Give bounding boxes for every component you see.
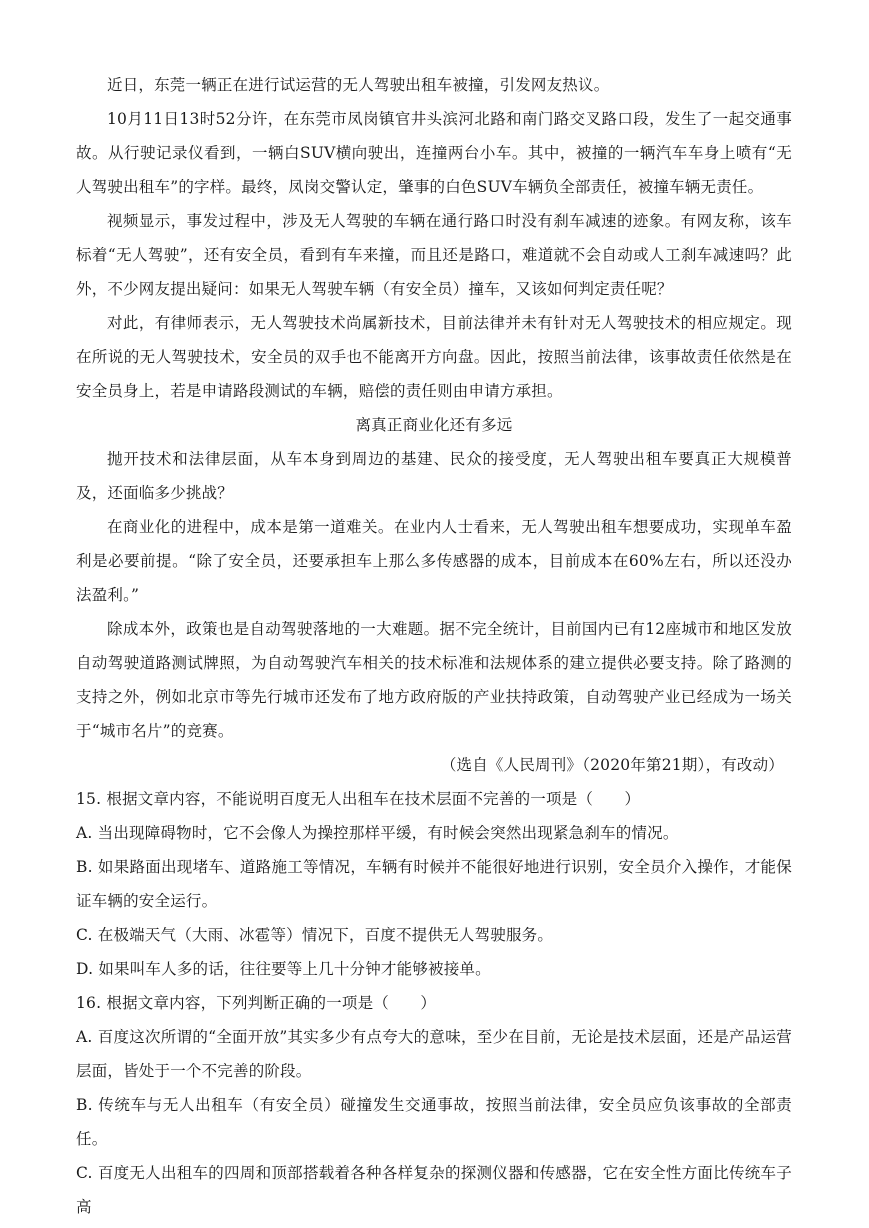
option-a: A. 百度这次所谓的“全面开放”其实多少有点夸大的意味，至少在目前，无论是技术层面，还是产品运营层面，皆处于一个不完善的阶段。 bbox=[76, 1028, 792, 1080]
section-paragraph-2: 在商业化的进程中，成本是第一道难关。在业内人士看来，无人驾驶出租车想要成功，实现单车盈利是必要前提。“除了安全员，还要承担车上那么多传感器的成本，目前成本在60%左右，所以还没办法盈利。” bbox=[76, 518, 792, 604]
question-15 bbox=[76, 782, 792, 986]
section-paragraph-3: 除成本外，政策也是自动驾驶落地的一大难题。据不完全统计，目前国内已有12座城市和地区发放自动驾驶道路测试牌照，为自动驾驶汽车相关的技术标准和法规体系的建立提供必要支持。除了路测的支持之外，例如北京市等先行城市还发布了地方政府版的产业扶持政策，自动驾驶产业已经成为一场关于“城市名片”的竞赛。 bbox=[76, 620, 792, 740]
option-a: A. 当出现障碍物时，它不会像人为操控那样平缓，有时候会突然出现紧急刹车的情况。 bbox=[76, 824, 679, 842]
option-b: B. 传统车与无人出租车（有安全员）碰撞发生交通事故，按照当前法律，安全员应负该事故的全部责任。 bbox=[76, 1096, 792, 1148]
option-c: C. 百度无人出租车的四周和顶部搭载着各种各样复杂的探测仪器和传感器，它在安全性方面比传统车子高 bbox=[76, 1164, 792, 1216]
question-16 bbox=[76, 986, 792, 1224]
option-d: D. 如果叫车人多的话，往往要等上几十分钟才能够被接单。 bbox=[76, 960, 491, 978]
option-c: C. 在极端天气（大雨、冰雹等）情况下，百度不提供无人驾驶服务。 bbox=[76, 926, 554, 944]
document-page bbox=[76, 68, 792, 1224]
option-b: B. 如果路面出现堵车、道路施工等情况，车辆有时候并不能很好地进行识别，安全员介入操作，才能保证车辆的安全运行。 bbox=[76, 858, 792, 910]
article-paragraph-2: 10月11日13时52分许，在东莞市凤岗镇官井头滨河北路和南门路交叉路口段，发生了一起交通事故。从行驶记录仪看到，一辆白SUV横向驶出，连撞两台小车。其中，被撞的一辆汽车车身上喷有“无人驾驶出租车”的字样。最终，凤岗交警认定，肇事的白色SUV车辆负全部责任，被撞车辆无责任。 bbox=[76, 110, 792, 196]
article-paragraph-1: 近日，东莞一辆正在进行试运营的无人驾驶出租车被撞，引发网友热议。 bbox=[107, 76, 610, 94]
section-paragraph-1: 抛开技术和法律层面，从车本身到周边的基建、民众的接受度，无人驾驶出租车要真正大规模普及，还面临多少挑战？ bbox=[76, 450, 792, 502]
article-paragraph-3: 视频显示，事发过程中，涉及无人驾驶的车辆在通行路口时没有刹车减速的迹象。有网友称，该车标着“无人驾驶”，还有安全员，看到有车来撞，而且还是路口，难道就不会自动或人工刹车减速吗？此外，不少网友提出疑问：如果无人驾驶车辆（有安全员）撞车，又该如何判定责任呢？ bbox=[76, 212, 792, 298]
article-source: （选自《人民周刊》（2020年第21期），有改动） bbox=[440, 756, 784, 774]
question-stem: 15. 根据文章内容，不能说明百度无人出租车在技术层面不完善的一项是（ ） bbox=[76, 790, 641, 808]
section-heading: 离真正商业化还有多远 bbox=[355, 416, 513, 434]
question-stem: 16. 根据文章内容，下列判断正确的一项是（ ） bbox=[76, 994, 437, 1012]
article-paragraph-4: 对此，有律师表示，无人驾驶技术尚属新技术，目前法律并未有针对无人驾驶技术的相应规定。现在所说的无人驾驶技术，安全员的双手也不能离开方向盘。因此，按照当前法律，该事故责任依然是在安全员身上，若是申请路段测试的车辆，赔偿的责任则由申请方承担。 bbox=[76, 314, 792, 400]
